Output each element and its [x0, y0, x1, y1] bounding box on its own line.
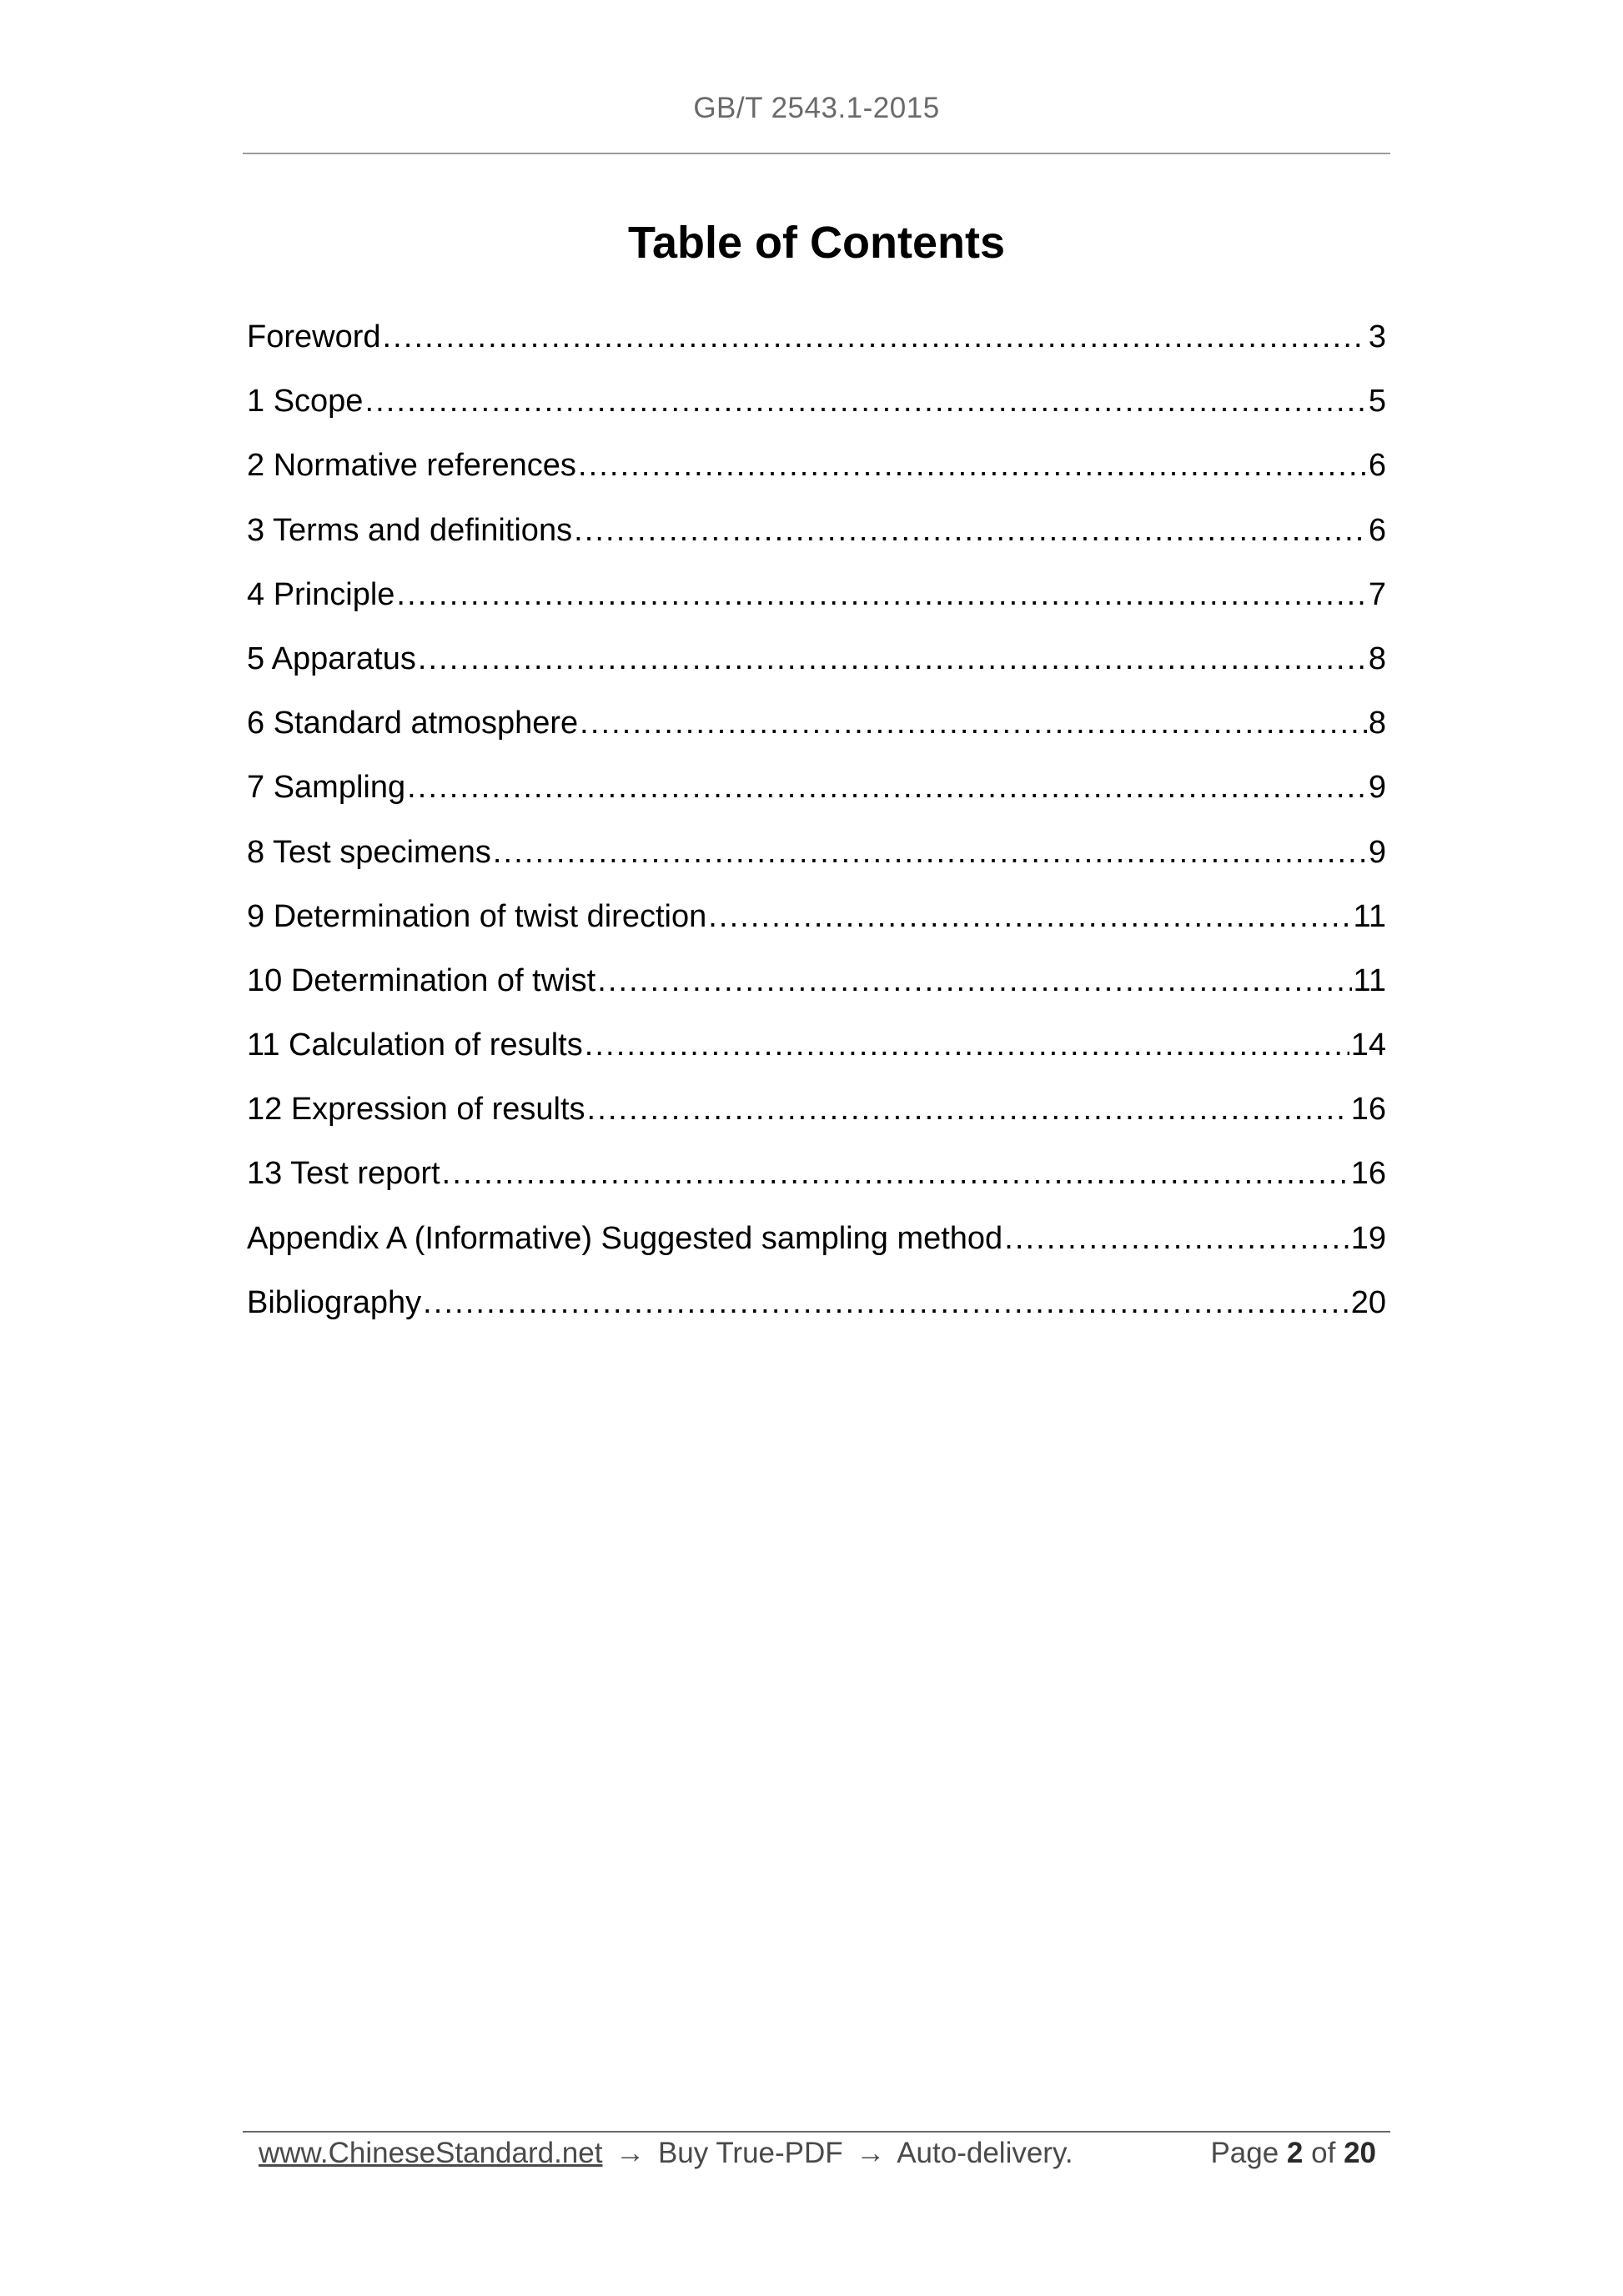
toc-entry-page: 5: [1368, 384, 1386, 420]
toc-dot-leader: [364, 384, 1366, 420]
toc-dot-leader: [708, 899, 1351, 935]
toc-dot-leader: [580, 706, 1367, 741]
toc-dot-leader: [574, 513, 1367, 549]
current-page-number: 2: [1286, 2137, 1304, 2169]
toc-entry-page: 20: [1350, 1284, 1386, 1320]
toc-entry-page: 8: [1368, 706, 1386, 741]
toc-entry[interactable]: [247, 448, 1386, 512]
toc-dot-leader: [407, 770, 1367, 806]
page-word: Page: [1210, 2137, 1279, 2169]
toc-entry-label: 2 Normative references: [247, 448, 576, 484]
toc-entry-page: 6: [1368, 448, 1386, 484]
toc-entry[interactable]: [247, 770, 1386, 834]
toc-dot-leader: [587, 1092, 1349, 1128]
toc-entry[interactable]: [247, 899, 1386, 963]
header-doc-code: GB/T 2543.1-2015: [693, 92, 940, 124]
toc-entry[interactable]: [247, 1156, 1386, 1220]
toc-entry-label: 10 Determination of twist: [247, 962, 596, 998]
toc-entry-label: 4 Principle: [247, 576, 395, 612]
toc-dot-leader: [423, 1285, 1349, 1321]
toc-entry[interactable]: [247, 319, 1386, 384]
table-of-contents: [247, 319, 1386, 1349]
toc-entry-label: 9 Determination of twist direction: [247, 898, 707, 934]
toc-entry-page: 19: [1350, 1220, 1386, 1256]
of-word: of: [1311, 2137, 1336, 2169]
total-page-number: 20: [1344, 2137, 1376, 2169]
toc-dot-leader: [1004, 1221, 1349, 1257]
toc-entry-page: 16: [1350, 1156, 1386, 1192]
toc-entry-label: 5 Apparatus: [247, 641, 416, 676]
toc-entry-label: 3 Terms and definitions: [247, 512, 573, 548]
toc-entry[interactable]: [247, 641, 1386, 706]
header-divider: [243, 153, 1390, 154]
toc-entry-label: 1 Scope: [247, 384, 364, 420]
footer-delivery-text: Auto-delivery.: [897, 2137, 1073, 2169]
toc-entry[interactable]: [247, 384, 1386, 448]
toc-entry-label: Bibliography: [247, 1284, 422, 1320]
toc-entry-label: 7 Sampling: [247, 770, 406, 806]
toc-entry-label: 8 Test specimens: [247, 834, 491, 870]
toc-entry-page: 11: [1353, 962, 1386, 998]
arrow-right-icon: →: [856, 2137, 886, 2169]
toc-entry[interactable]: [247, 963, 1386, 1027]
footer-promo: [259, 2137, 1073, 2170]
toc-dot-leader: [493, 835, 1367, 871]
toc-entry-page: 11: [1353, 898, 1386, 934]
toc-dot-leader: [585, 1027, 1349, 1063]
toc-dot-leader: [597, 963, 1351, 999]
toc-entry-label: 11 Calculation of results: [247, 1027, 583, 1063]
footer-divider: [243, 2131, 1390, 2133]
footer-buy-text: Buy True-PDF: [657, 2137, 843, 2169]
toc-dot-leader: [418, 641, 1367, 677]
arrow-right-icon: →: [616, 2137, 646, 2169]
toc-entry-page: 9: [1368, 770, 1386, 806]
toc-entry[interactable]: [247, 706, 1386, 770]
toc-entry-page: 8: [1368, 641, 1386, 676]
toc-dot-leader: [442, 1156, 1349, 1192]
toc-dot-leader: [383, 319, 1367, 355]
toc-entry[interactable]: [247, 1092, 1386, 1156]
toc-entry-label: Foreword: [247, 319, 381, 354]
toc-entry-label: 13 Test report: [247, 1156, 440, 1192]
toc-entry-label: 12 Expression of results: [247, 1092, 585, 1128]
toc-entry-page: 7: [1368, 576, 1386, 612]
toc-entry-label: 6 Standard atmosphere: [247, 706, 579, 741]
toc-entry-page: 6: [1368, 512, 1386, 548]
toc-dot-leader: [396, 577, 1366, 613]
toc-entry[interactable]: [247, 577, 1386, 641]
toc-entry-page: 14: [1350, 1027, 1386, 1063]
toc-entry[interactable]: [247, 835, 1386, 899]
toc-entry[interactable]: [247, 513, 1386, 577]
footer-site-link[interactable]: www.ChineseStandard.net: [259, 2137, 603, 2169]
toc-entry-page: 16: [1350, 1092, 1386, 1128]
toc-entry-page: 3: [1368, 319, 1386, 354]
page-indicator: [1210, 2137, 1376, 2170]
toc-entry[interactable]: [247, 1221, 1386, 1285]
toc-entry-label: Appendix A (Informative) Suggested sampling method: [247, 1220, 1003, 1256]
toc-entry[interactable]: [247, 1027, 1386, 1092]
toc-entry[interactable]: [247, 1285, 1386, 1349]
toc-entry-page: 9: [1368, 834, 1386, 870]
toc-dot-leader: [578, 448, 1367, 484]
page-title: Table of Contents: [628, 218, 1005, 268]
